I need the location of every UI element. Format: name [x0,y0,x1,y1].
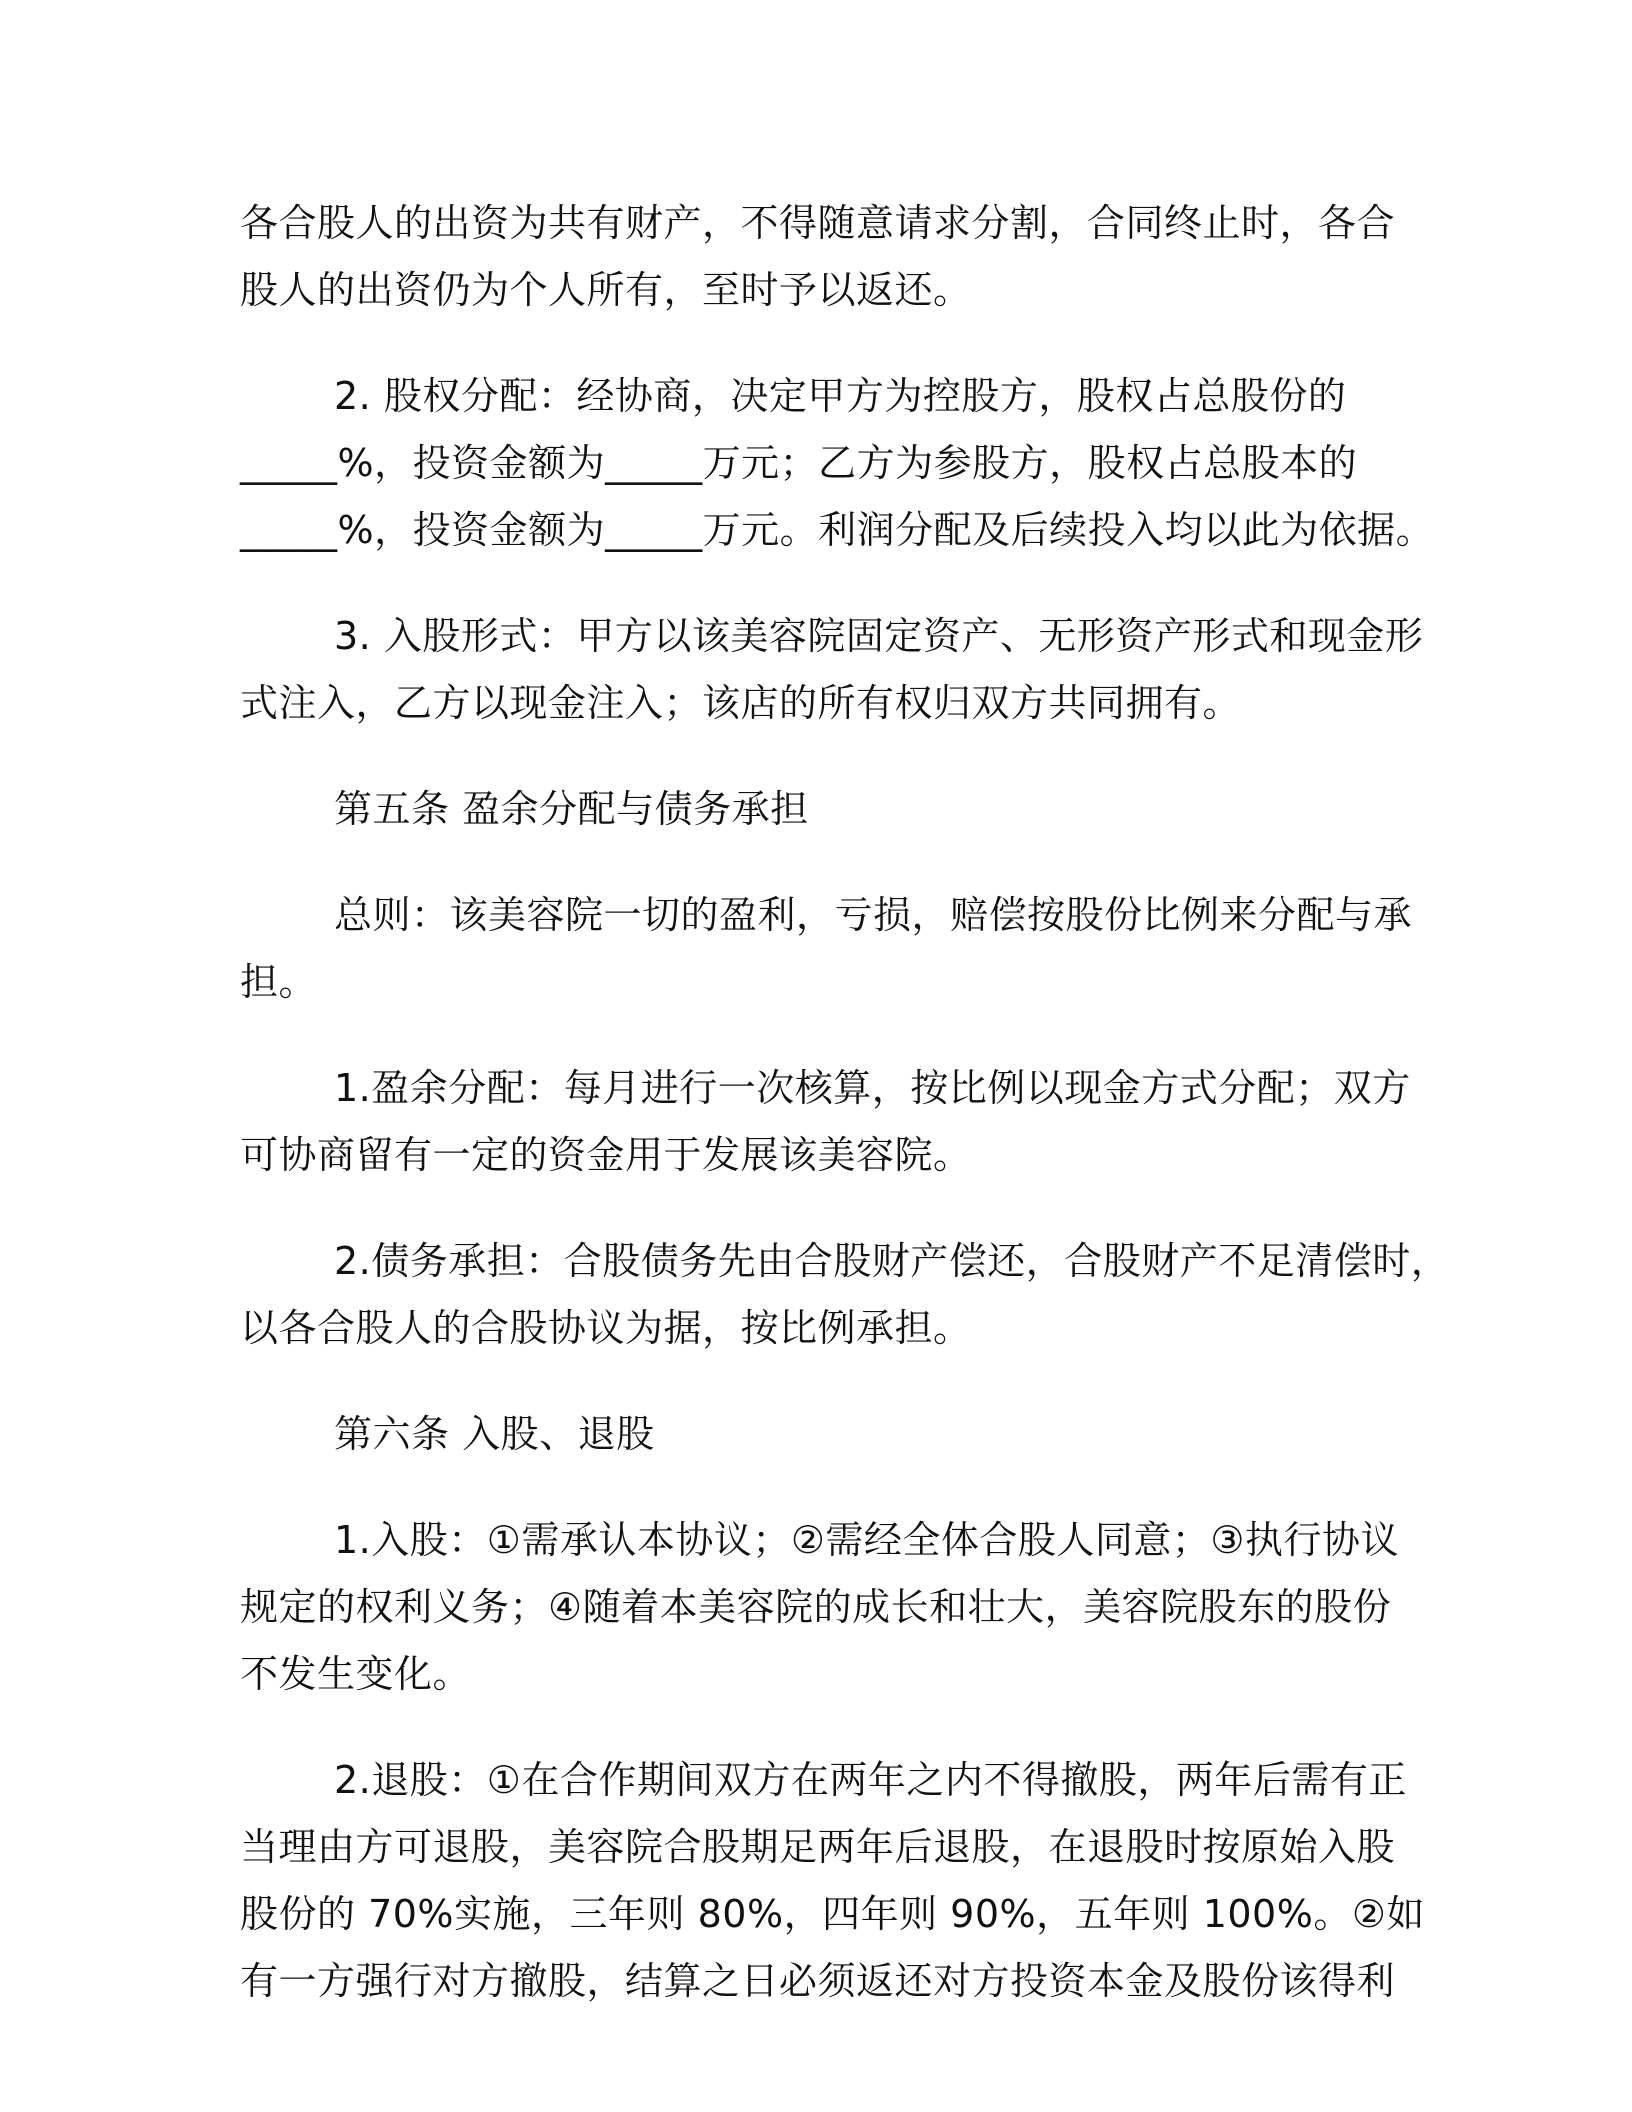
paragraph-joint-assets [240,190,1415,324]
text-line: 1.盈余分配：每月进行一次核算，按比例以现金方式分配；双方 [334,1066,1411,1110]
text-line: 股人的出资仍为个人所有，至时予以返还。 [240,268,972,312]
paragraph-joining [240,1507,1415,1708]
text-line: 当理由方可退股，美容院合股期足两年后退股，在退股时按原始入股 [240,1825,1396,1869]
paragraph-debt-bearing [240,1228,1450,1362]
text-line: 担。 [240,960,318,1004]
text-line: 2.退股：①在合作期间双方在两年之内不得撤股，两年后需有正 [334,1758,1407,1802]
text-line: _____%，投资金额为_____万元。利润分配及后续投入均以此为依据。 [240,508,1435,552]
text-line: 总则：该美容院一切的盈利，亏损，赔偿按股份比例来分配与承 [334,893,1413,937]
text-line: 不发生变化。 [240,1652,472,1696]
paragraph-withdrawal [240,1747,1425,2015]
paragraph-general-principle [240,882,1415,1016]
text-line: 以各合股人的合股协议为据，按比例承担。 [240,1306,972,1350]
text-line: _____%，投资金额为_____万元；乙方为参股方，股权占总股本的 [240,441,1358,485]
heading-article-five [240,776,1415,843]
text-line: 有一方强行对方撤股，结算之日必须返还对方投资本金及股份该得利 [240,1959,1396,2003]
document-body [240,190,1450,2015]
text-line: 2.债务承担：合股债务先由合股财产偿还，合股财产不足清偿时， [334,1239,1450,1283]
section-heading: 第五条 盈余分配与债务承担 [334,787,809,831]
text-line: 各合股人的出资为共有财产，不得随意请求分割，合同终止时，各合 [240,201,1396,245]
heading-article-six [240,1401,1415,1468]
paragraph-equity-distribution [240,363,1435,564]
section-heading: 第六条 入股、退股 [334,1412,655,1456]
text-line: 2. 股权分配：经协商，决定甲方为控股方，股权占总股份的 [334,374,1347,418]
text-line: 1.入股：①需承认本协议；②需经全体合股人同意；③执行协议 [334,1518,1399,1562]
text-line: 规定的权利义务；④随着本美容院的成长和壮大，美容院股东的股份 [240,1585,1392,1629]
paragraph-investment-form [240,603,1424,737]
text-line: 3. 入股形式：甲方以该美容院固定资产、无形资产形式和现金形 [334,614,1424,658]
text-line: 可协商留有一定的资金用于发展该美容院。 [240,1133,972,1177]
paragraph-surplus-distribution [240,1055,1415,1189]
text-line: 式注入，乙方以现金注入；该店的所有权归双方共同拥有。 [240,681,1242,725]
text-line: 股份的 70%实施，三年则 80%，四年则 90%，五年则 100%。②如 [240,1892,1425,1936]
